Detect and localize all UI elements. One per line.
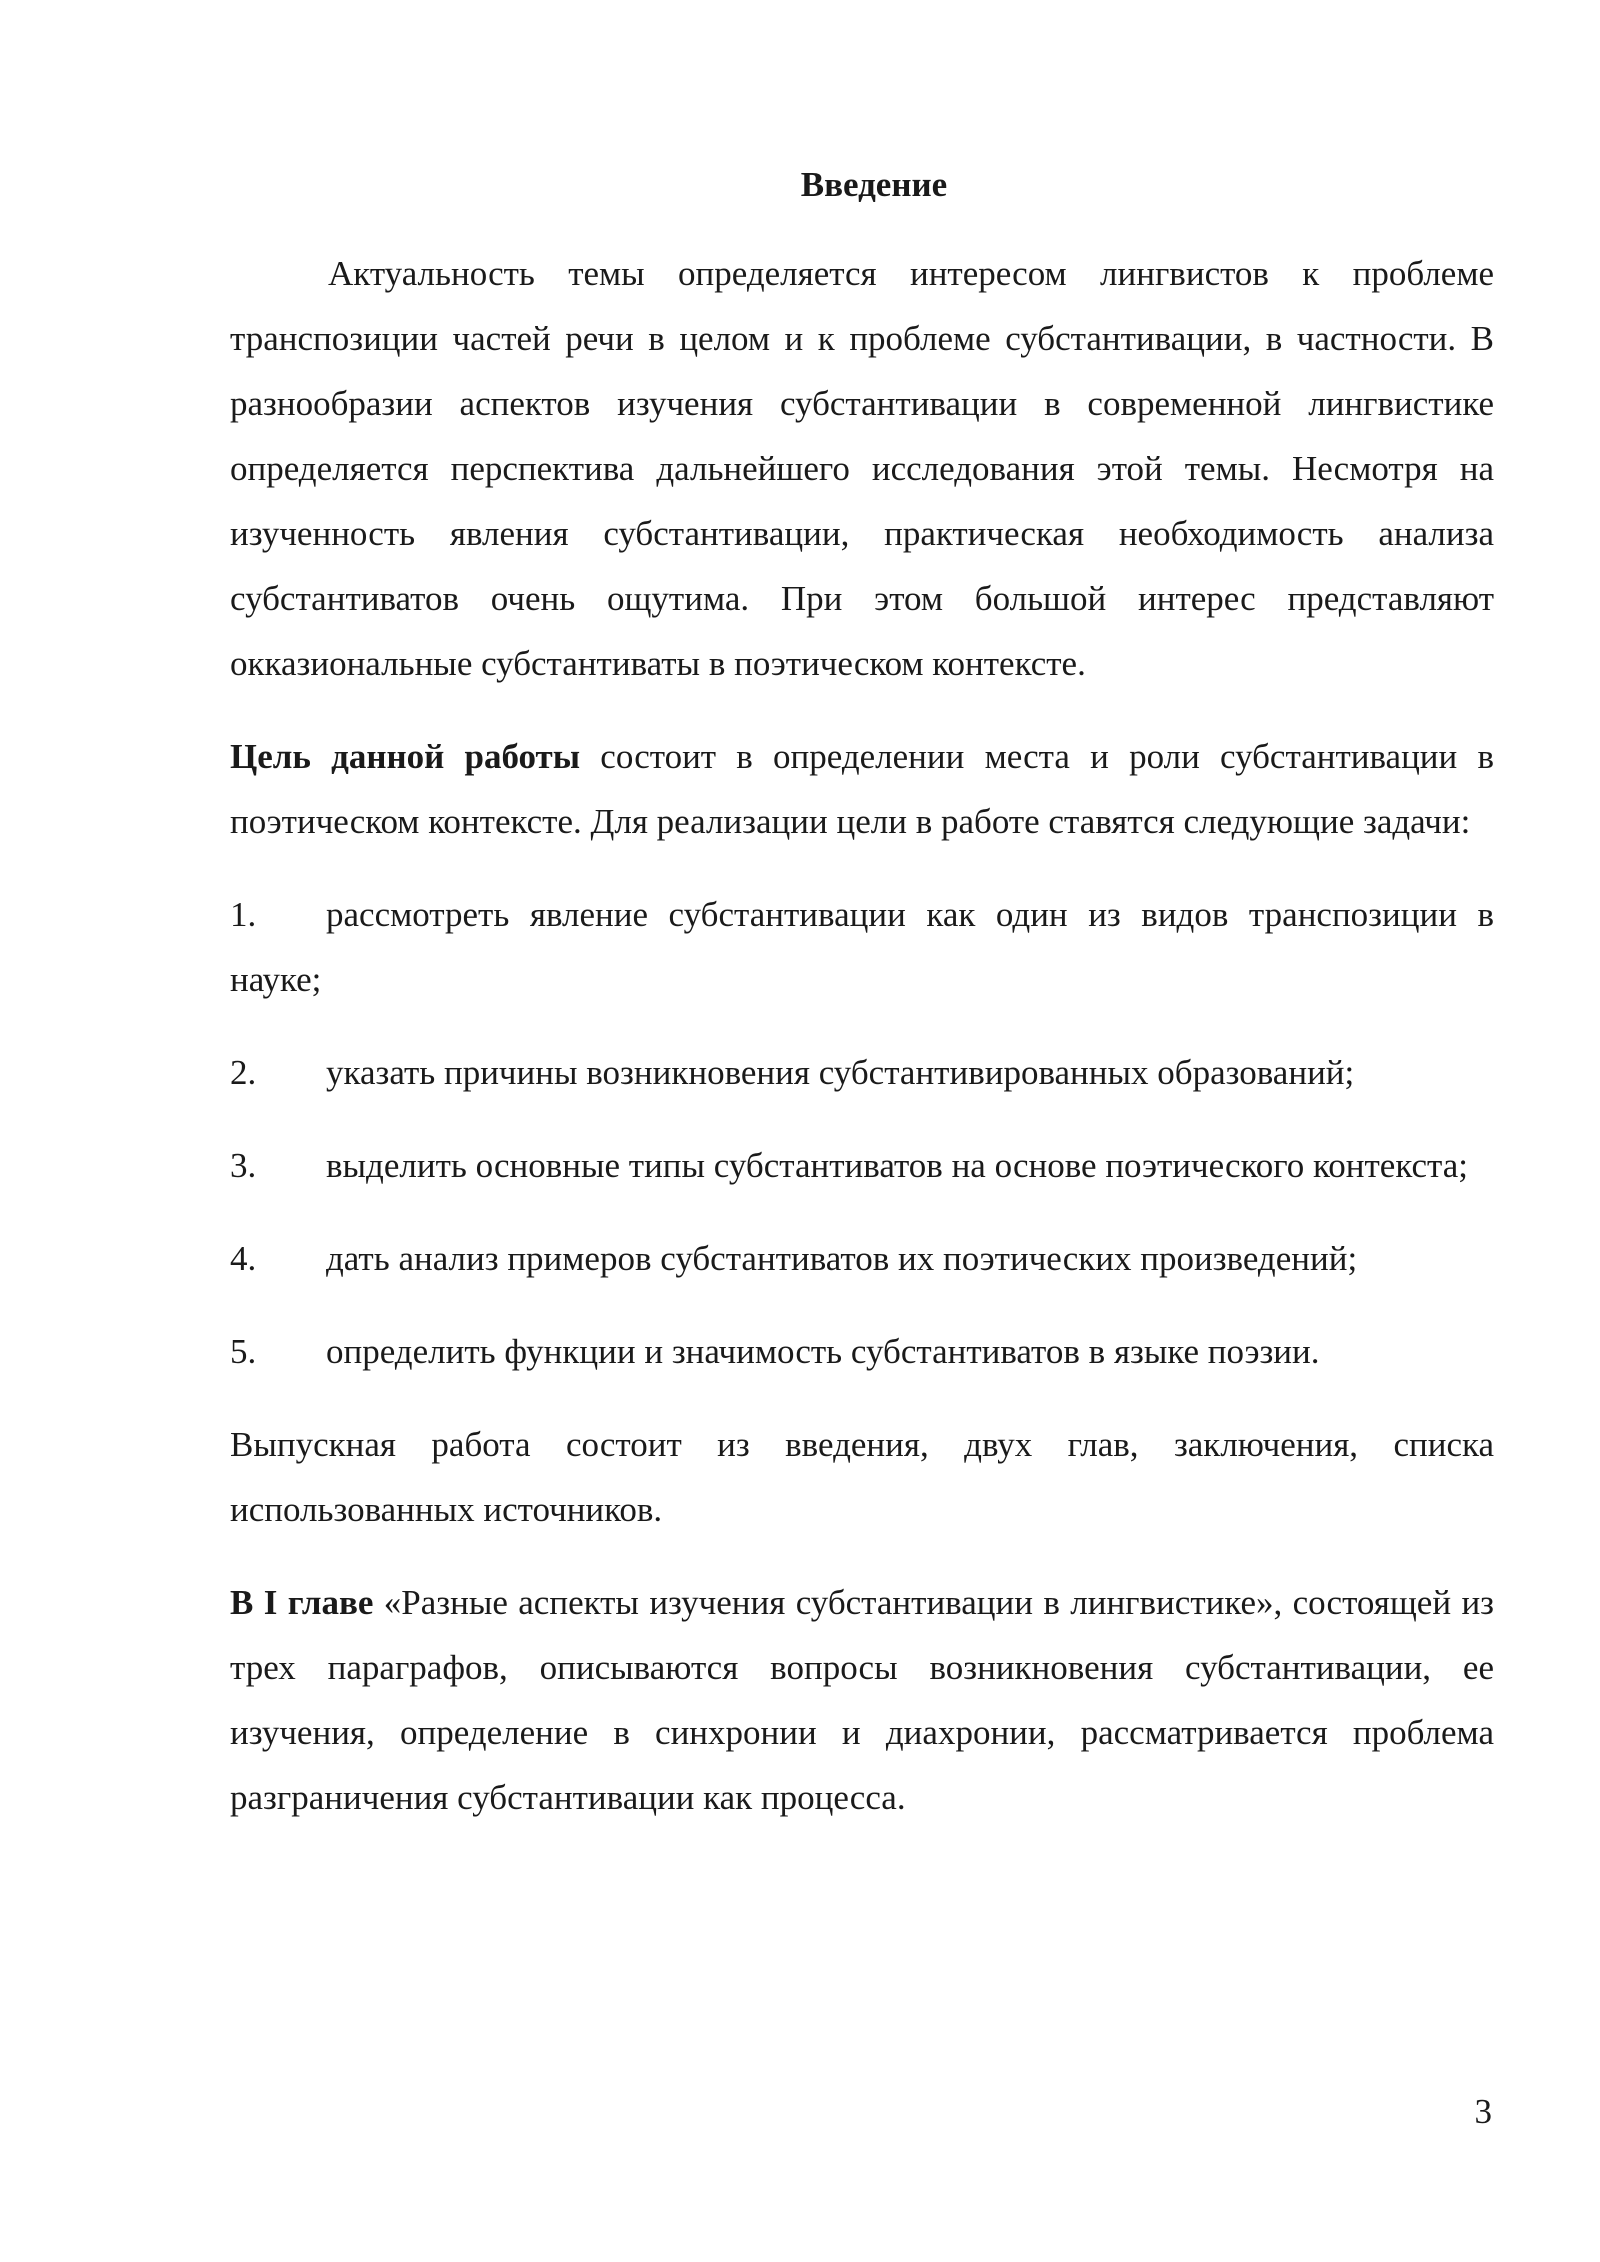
goal-paragraph bbox=[230, 724, 1494, 854]
list-item-text: указать причины возникновения субстантивированных образований; bbox=[326, 1053, 1355, 1092]
chapter-one-paragraph bbox=[230, 1570, 1494, 1830]
page-number: 3 bbox=[1474, 2092, 1492, 2131]
list-item-number: 3. bbox=[230, 1146, 257, 1185]
list-item bbox=[230, 882, 1494, 1012]
list-item-number: 4. bbox=[230, 1239, 257, 1278]
list-item bbox=[230, 1319, 1494, 1384]
section-heading: Введение bbox=[800, 165, 948, 204]
chapter-one-bold-label: В I главе bbox=[230, 1583, 374, 1622]
page-content bbox=[230, 152, 1494, 1858]
list-item-text: выделить основные типы субстантиватов на основе поэтического контекста; bbox=[326, 1146, 1468, 1185]
list-item bbox=[230, 1040, 1494, 1105]
chapter-one-text: «Разные аспекты изучения субстантивации в лингвистике», состоящей из трех параграфов, описываются вопросы возникновения субстантивации, ее изучения, определение в синхронии и диахронии, рассматривается проблема разграничения субстантивации как процесса. bbox=[230, 1583, 1494, 1817]
list-item-text: определить функции и значимость субстантиватов в языке поэзии. bbox=[326, 1332, 1320, 1371]
list-item-number: 1. bbox=[230, 895, 257, 934]
list-item-text: рассмотреть явление субстантивации как один из видов транспозиции в науке; bbox=[230, 895, 1494, 999]
intro-paragraph: Актуальность темы определяется интересом лингвистов к проблеме транспозиции частей речи в целом и к проблеме субстантивации, в частности. В разнообразии аспектов изучения субстантивации в современной лингвистике определяется перспектива дальнейшего исследования этой темы. Несмотря на изученность явления субстантивации, практическая необходимость анализа субстантиватов очень ощутима. При этом большой интерес представляют окказиональные субстантиваты в поэтическом контексте. bbox=[230, 254, 1494, 683]
goal-bold-label: Цель данной работы bbox=[230, 737, 581, 776]
goal-text: состоит в определении места и роли субстантивации в поэтическом контексте. Для реализации цели в работе ставятся следующие задачи: bbox=[230, 737, 1495, 841]
structure-paragraph: Выпускная работа состоит из введения, двух глав, заключения, списка использованных источников. bbox=[230, 1425, 1494, 1529]
list-item-number: 2. bbox=[230, 1053, 257, 1092]
list-item-text: дать анализ примеров субстантиватов их поэтических произведений; bbox=[326, 1239, 1358, 1278]
list-item-number: 5. bbox=[230, 1332, 257, 1371]
list-item bbox=[230, 1226, 1494, 1291]
list-item bbox=[230, 1133, 1494, 1198]
